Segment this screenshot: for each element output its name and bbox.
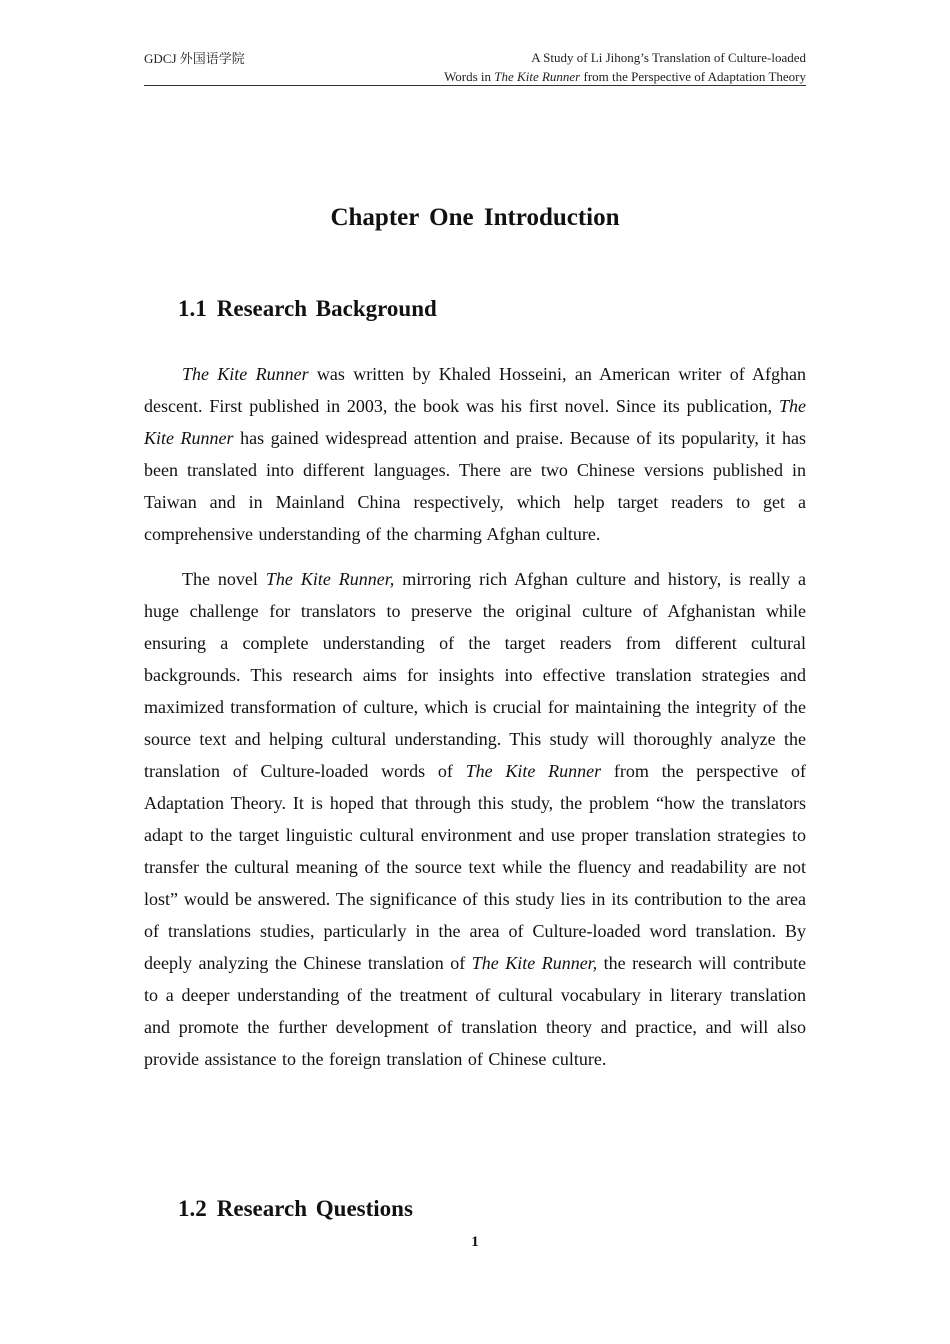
body-text-run: has gained widespread attention and praise. Because of its popularity, it has been translated into different languages. There are two Chinese versions published in Taiwan and in Mainland China respectively, which help target readers to get a comprehensive understanding of the charming Afghan culture. — [144, 428, 806, 544]
section-title: Research Background — [216, 296, 437, 321]
section-number: 1.1 — [178, 296, 207, 321]
body-text-run: the research will contribute to a deeper understanding of the treatment of cultural vocabulary in literary translation and promote the further development of translation theory and practice, and will also provide assistance to the foreign translation of Chinese culture. — [144, 953, 806, 1069]
book-title-text: The Kite Runner, — [265, 569, 395, 589]
page-number: 1 — [471, 1234, 479, 1250]
body-paragraph-1 — [144, 358, 806, 550]
book-title-text: The Kite Runner — [182, 364, 309, 384]
section-heading-1-1 — [178, 296, 437, 322]
body-text-run: mirroring rich Afghan culture and history, is really a huge challenge for translators to preserve the original culture of Afghanistan while ensuring a complete understanding of the target readers from different cultural backgrounds. This research aims for insights into effective translation strategies and maximized transformation of culture, which is crucial for maintaining the integrity of the source text and helping cultural understanding. This study will thoroughly analyze the translation of Culture-loaded words of — [144, 569, 806, 781]
body-text-run: The novel — [182, 569, 266, 589]
body-paragraph-2 — [144, 563, 806, 1075]
section-number: 1.2 — [178, 1196, 207, 1221]
header-left-label: GDCJ 外国语学院 — [144, 51, 245, 66]
header-running-title — [346, 48, 806, 86]
header-title-line2-end: from the Perspective of Adaptation Theory — [580, 69, 806, 84]
header-title-line2 — [346, 67, 806, 86]
section-title: Research Questions — [216, 1196, 413, 1221]
body-text-run: from the perspective of Adaptation Theory. It is hoped that through this study, the problem “how the translators adapt to the target linguistic cultural environment and use proper translation strategies to transfer the cultural meaning of the source text while the fluency and readability are not lost” would be answered. The significance of this study lies in its contribution to the area of translations studies, particularly in the area of Culture-loaded word translation. By deeply analyzing the Chinese translation of — [144, 761, 806, 973]
chapter-title: Chapter One Introduction — [330, 204, 620, 231]
book-title-text: The Kite Runner, — [471, 953, 598, 973]
section-heading-1-2 — [178, 1196, 413, 1222]
header-title-line1: A Study of Li Jihong’s Translation of Culture-loaded — [531, 50, 806, 65]
book-title-text: The Kite Runner — [465, 761, 602, 781]
body-text-run: was written by Khaled Hosseini, an American writer of Afghan descent. First published in 2003, the book was his first novel. Since its publication, — [144, 364, 806, 416]
header-rule — [144, 85, 806, 86]
book-title-text: The Kite Runner — [144, 396, 806, 448]
header-title-line2-start: Words in — [444, 69, 495, 84]
header-title-book: The Kite Runner — [494, 69, 581, 84]
